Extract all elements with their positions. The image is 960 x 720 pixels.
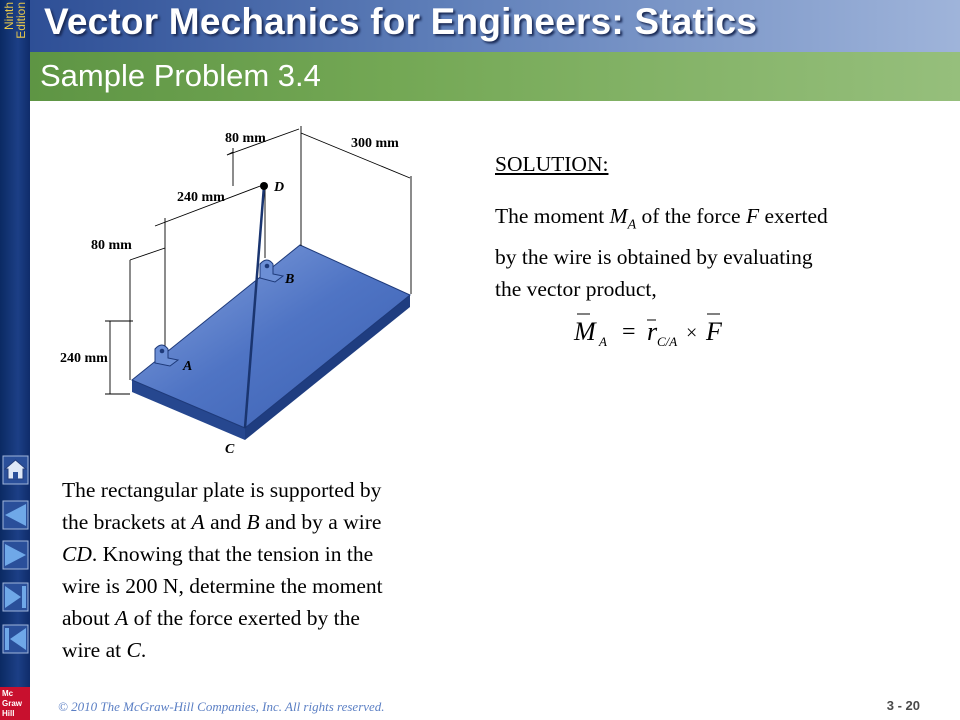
slide-title: Sample Problem 3.4 bbox=[40, 58, 321, 93]
problem-line-2: the brackets at A and B and by a wire bbox=[62, 510, 382, 534]
problem-line-1: The rectangular plate is supported by bbox=[62, 478, 382, 502]
eq-r-sub: C/A bbox=[657, 334, 678, 349]
problem-statement bbox=[62, 474, 467, 666]
left-sidebar bbox=[0, 0, 30, 720]
mcgraw-hill-logo: Mc Graw Hill bbox=[0, 687, 30, 720]
label-c: C bbox=[225, 442, 235, 457]
solution-line-2: by the wire is obtained by evaluating bbox=[495, 245, 813, 270]
moment-equation bbox=[570, 306, 740, 350]
copyright-notice: © 2010 The McGraw-Hill Companies, Inc. All rights reserved. bbox=[58, 699, 385, 714]
subtitle-bar bbox=[30, 52, 960, 101]
page-number: 3 - 20 bbox=[886, 698, 920, 713]
home-button[interactable] bbox=[2, 455, 29, 485]
next-icon bbox=[2, 540, 29, 570]
eq-r: r bbox=[647, 317, 658, 346]
edition-label bbox=[2, 2, 28, 62]
problem-line-6: wire at C. bbox=[62, 638, 147, 662]
dim-240-upper: 240 mm bbox=[177, 190, 225, 205]
first-icon bbox=[2, 624, 29, 654]
next-button[interactable] bbox=[2, 540, 29, 570]
dim-80-left: 80 mm bbox=[91, 238, 132, 253]
problem-line-4: wire is 200 N, determine the moment bbox=[62, 574, 383, 598]
plate-figure bbox=[55, 118, 425, 463]
eq-equals: = bbox=[622, 319, 636, 345]
previous-icon bbox=[2, 500, 29, 530]
home-icon bbox=[2, 455, 29, 485]
course-title: Vector Mechanics for Engineers: Statics bbox=[44, 1, 758, 42]
eq-f: F bbox=[706, 317, 722, 346]
solution-text bbox=[495, 200, 925, 305]
eq-times: × bbox=[686, 322, 698, 344]
label-d: D bbox=[274, 180, 285, 195]
eq-m: M bbox=[574, 317, 596, 346]
last-slide-button[interactable] bbox=[2, 582, 29, 612]
first-slide-button[interactable] bbox=[2, 624, 29, 654]
solution-heading: SOLUTION: bbox=[495, 152, 609, 176]
dim-300-top: 300 mm bbox=[351, 136, 399, 151]
solution-line-1: The moment $M_A$ of the force F exerted bbox=[495, 204, 828, 233]
dim-240-left: 240 mm bbox=[60, 351, 108, 366]
point-d bbox=[260, 182, 268, 190]
label-b: B bbox=[285, 272, 295, 287]
title-bar bbox=[30, 0, 960, 52]
eq-m-sub: A bbox=[599, 334, 607, 349]
solution-line-3: the vector product, bbox=[495, 277, 657, 302]
dim-80-top: 80 mm bbox=[225, 131, 266, 146]
previous-button[interactable] bbox=[2, 500, 29, 530]
edition-word: Edition bbox=[14, 2, 28, 39]
label-a: A bbox=[183, 359, 193, 374]
problem-line-3: CD. Knowing that the tension in the bbox=[62, 542, 374, 566]
last-icon bbox=[2, 582, 29, 612]
edition-ninth: Ninth bbox=[2, 2, 16, 31]
plate-diagram bbox=[55, 118, 425, 463]
problem-line-5: about A of the force exerted by the bbox=[62, 606, 360, 630]
